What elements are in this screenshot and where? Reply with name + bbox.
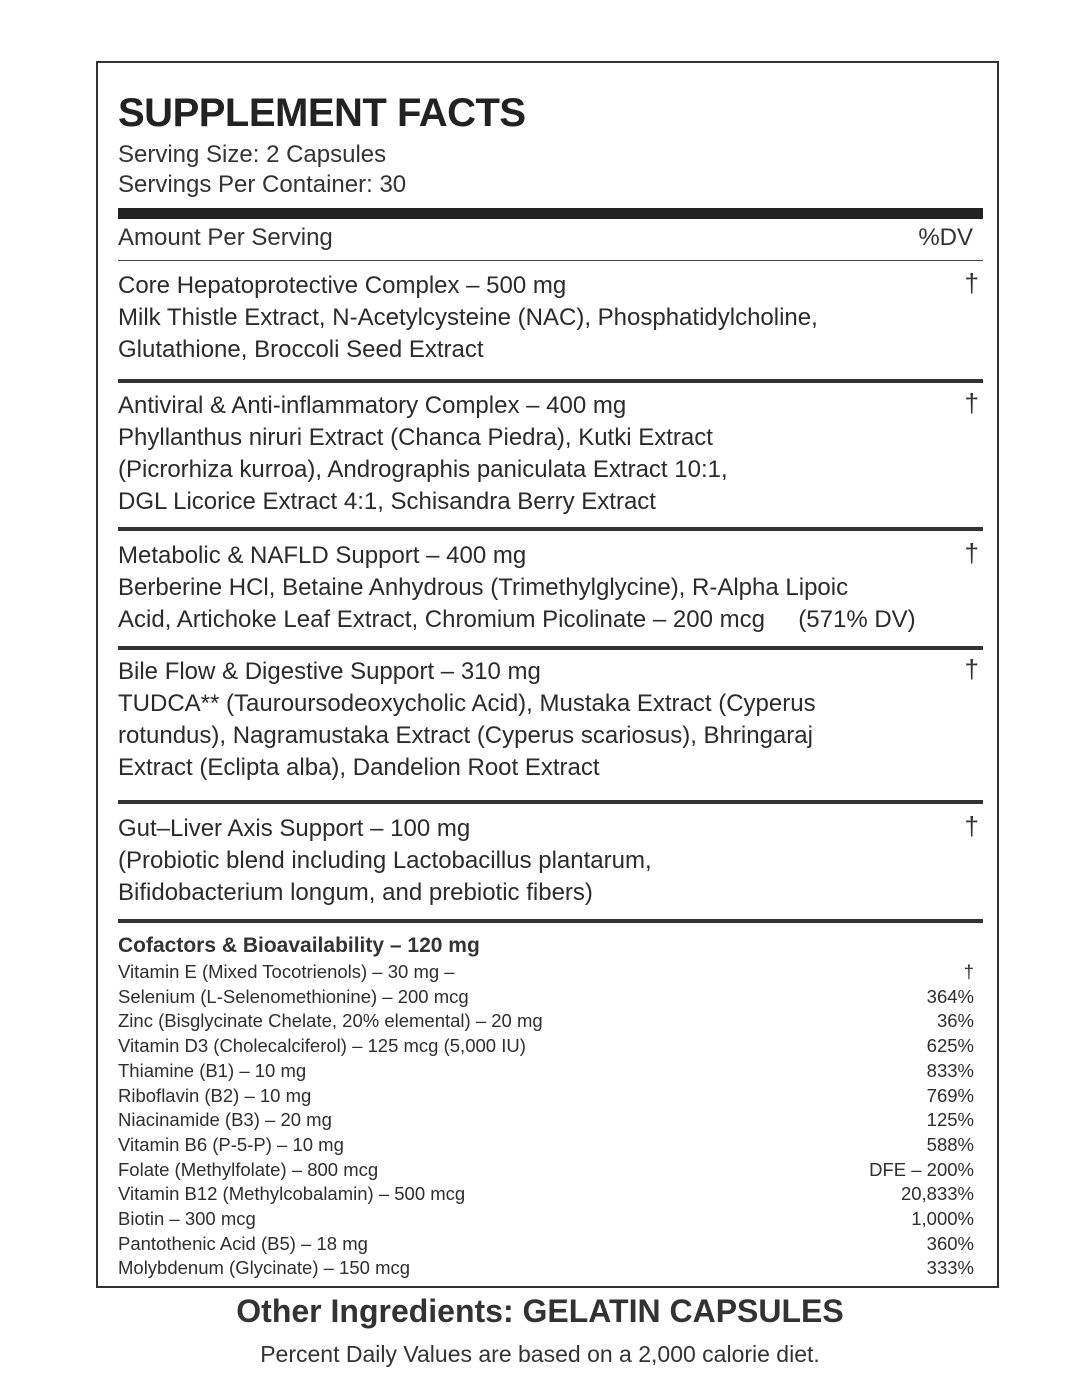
blend-antiviral xyxy=(118,390,968,518)
cofactor-dv: DFE – 200% xyxy=(869,1158,974,1180)
other-ingredients: Other Ingredients: GELATIN CAPSULES xyxy=(236,1293,844,1329)
serving-size: Serving Size: 2 Capsules xyxy=(118,141,387,168)
blend-line: Gut–Liver Axis Support – 100 mg xyxy=(118,815,471,842)
blend-line: Bile Flow & Digestive Support – 310 mg xyxy=(118,658,541,685)
cofactor-name: Biotin – 300 mcg xyxy=(118,1208,256,1229)
cofactor-name: Pantothenic Acid (B5) – 18 mg xyxy=(118,1232,368,1254)
cofactor-row xyxy=(118,1183,974,1208)
servings-per-container: Servings Per Container: 30 xyxy=(118,171,407,198)
cofactor-dv: 769% xyxy=(926,1084,974,1106)
cofactor-row xyxy=(118,986,974,1011)
thick-divider xyxy=(118,208,983,219)
blend-line: TUDCA** (Tauroursodeoxycholic Acid), Mustaka Extract (Cyperus xyxy=(118,690,816,717)
cofactor-row xyxy=(118,1060,974,1085)
cofactor-row xyxy=(118,1109,974,1134)
dv-header: %DV xyxy=(918,224,973,251)
cofactor-name: Vitamin D3 (Cholecalciferol) – 125 mcg (5,000 IU) xyxy=(118,1035,526,1057)
cofactor-row xyxy=(118,1208,974,1233)
cofactor-name: Selenium (L-Selenomethionine) – 200 mcg xyxy=(118,985,469,1007)
cofactor-name: Molybdenum (Glycinate) – 150 mcg xyxy=(118,1257,411,1279)
cofactor-name: Vitamin B6 (P-5-P) – 10 mg xyxy=(118,1133,344,1155)
cofactor-dv: 360% xyxy=(926,1232,974,1254)
blend-line: Bifidobacterium longum, and prebiotic fibers) xyxy=(118,879,593,906)
blend-line: (Probiotic blend including Lactobacillus plantarum, xyxy=(118,847,652,874)
cofactor-dv: 20,833% xyxy=(900,1183,974,1205)
cofactor-name: Thiamine (B1) – 10 mg xyxy=(118,1059,307,1081)
section-divider xyxy=(118,379,983,383)
section-divider xyxy=(118,919,983,923)
section-divider xyxy=(118,527,983,531)
cofactor-dv: 588% xyxy=(926,1133,974,1155)
blend-line: Glutathione, Broccoli Seed Extract xyxy=(118,336,484,363)
blend-line: Berberine HCl, Betaine Anhydrous (Trimethylglycine), R-Alpha Lipoic xyxy=(118,574,849,601)
supplement-facts-panel xyxy=(96,61,999,1288)
blend-line: DGL Licorice Extract 4:1, Schisandra Berry Extract xyxy=(118,488,656,515)
blend-line: Milk Thistle Extract, N-Acetylcysteine (NAC), Phosphatidylcholine, xyxy=(118,304,818,331)
daily-value-note: Percent Daily Values are based on a 2,000 calorie diet. xyxy=(260,1341,820,1367)
cofactor-dv: 833% xyxy=(926,1059,974,1081)
amount-per-serving-header: Amount Per Serving xyxy=(118,224,333,251)
cofactor-name: Niacinamide (B3) – 20 mg xyxy=(118,1109,332,1131)
cofactor-name: Riboflavin (B2) – 10 mg xyxy=(118,1084,312,1106)
cofactor-name: Vitamin B12 (Methylcobalamin) – 500 mcg xyxy=(118,1183,466,1205)
header-divider xyxy=(118,260,983,261)
section-divider xyxy=(118,800,983,804)
cofactor-row xyxy=(118,1159,974,1184)
cofactor-row xyxy=(118,1035,974,1060)
cofactor-dv: 125% xyxy=(926,1109,974,1131)
cofactor-row xyxy=(118,1134,974,1159)
dagger-mark: † xyxy=(964,268,979,298)
blend-line: rotundus), Nagramustaka Extract (Cyperus scariosus), Bhringaraj xyxy=(118,722,813,749)
blend-metabolic xyxy=(118,540,998,636)
cofactor-dv: 625% xyxy=(926,1035,974,1057)
cofactor-dv: 364% xyxy=(926,985,974,1007)
blend-line: Acid, Artichoke Leaf Extract, Chromium Picolinate – 200 mcg (571% DV) xyxy=(118,606,916,633)
section-divider xyxy=(118,646,983,650)
blend-core-hepatoprotective xyxy=(118,270,968,366)
cofactor-row xyxy=(118,1085,974,1110)
blend-gut-liver xyxy=(118,813,968,909)
dagger-mark: † xyxy=(964,538,979,568)
blend-line: Phyllanthus niruri Extract (Chanca Piedra), Kutki Extract xyxy=(118,424,713,451)
blend-bile-flow xyxy=(118,656,968,784)
dagger-mark: † xyxy=(964,388,979,418)
dagger-mark: † xyxy=(964,654,979,684)
cofactor-dv: 1,000% xyxy=(911,1208,974,1229)
dagger-mark: † xyxy=(964,811,979,841)
cofactor-row xyxy=(118,1233,974,1258)
cofactor-row xyxy=(118,961,974,986)
cofactor-name: Folate (Methylfolate) – 800 mcg xyxy=(118,1158,379,1180)
cofactor-name: Zinc (Bisglycinate Chelate, 20% elemental) – 20 mg xyxy=(118,1010,543,1032)
blend-line: Extract (Eclipta alba), Dandelion Root Extract xyxy=(118,754,600,781)
page-title: SUPPLEMENT FACTS xyxy=(118,91,526,135)
blend-line: Antiviral & Anti-inflammatory Complex – 400 mg xyxy=(118,392,627,419)
cofactor-dv: 36% xyxy=(936,1010,974,1032)
cofactor-name: Vitamin E (Mixed Tocotrienols) – 30 mg – xyxy=(118,961,455,982)
blend-line: (Picrorhiza kurroa), Andrographis paniculata Extract 10:1, xyxy=(118,456,728,483)
cofactor-dv: 333% xyxy=(926,1257,974,1279)
cofactor-row xyxy=(118,1010,974,1035)
blend-line: Core Hepatoprotective Complex – 500 mg xyxy=(118,272,567,299)
cofactor-dv: † xyxy=(963,961,974,982)
blend-line: Metabolic & NAFLD Support – 400 mg xyxy=(118,542,527,569)
cofactors-title: Cofactors & Bioavailability – 120 mg xyxy=(118,934,480,957)
cofactor-row xyxy=(118,1257,974,1282)
